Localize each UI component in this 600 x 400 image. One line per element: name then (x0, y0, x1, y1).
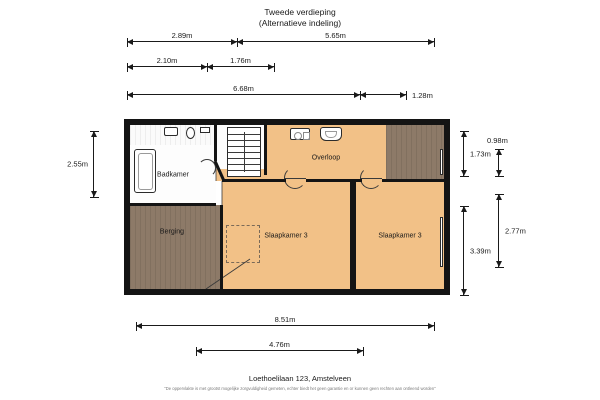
room-label-slaapkamer-right: Slaapkamer 3 (378, 232, 422, 240)
dim-5.65m (237, 31, 434, 42)
wall-badkamer-bottom (130, 203, 216, 206)
room-label-berging: Berging (159, 228, 185, 236)
dim-3.39m (463, 206, 491, 295)
wall-berging-right (220, 205, 223, 289)
dim-1.76m (207, 56, 274, 67)
dim-1.28m (360, 91, 433, 100)
bathtub-icon (134, 149, 156, 193)
room-label-slaapkamer-left: Slaapkamer 3 (264, 232, 308, 240)
wall-exterior-right (444, 119, 450, 295)
dim-label: 5.65m (325, 31, 346, 40)
dim-2.55m (67, 131, 94, 197)
wall-interior-4 (382, 179, 444, 182)
dim-4.76m (196, 340, 363, 351)
dim-label: 0.98m (487, 136, 508, 145)
dim-label: 3.39m (470, 246, 491, 255)
dim-label: 6.68m (233, 84, 254, 93)
staircase (227, 127, 261, 177)
shower-icon (320, 127, 342, 141)
wall-badkamer-right (214, 125, 217, 161)
dim-label: 2.89m (171, 31, 193, 40)
room-label-badkamer: Badkamer (157, 171, 189, 179)
title-secondary: (Alternatieve indeling) (258, 18, 342, 28)
wall-interior-2 (222, 179, 286, 182)
window-right-lower (440, 217, 443, 267)
wall-interior-1 (264, 125, 267, 175)
room-label-overloop: Overloop (311, 154, 341, 162)
floorplan-drawing (124, 119, 450, 295)
cabinet-icon (200, 127, 210, 133)
footer-disclaimer: "De oppervlakte is met grootst mogelijke zorgvuldigheid gemeten, echter biedt het geen garantie en or kunnen geen rechten aan ontleend worden" (164, 386, 436, 391)
page-title (0, 7, 600, 29)
dim-label: 2.77m (505, 226, 526, 235)
dim-8.51m (136, 315, 434, 326)
void-dashed-box (226, 225, 260, 263)
dim-2.77m (498, 194, 526, 267)
dim-2.89m (127, 31, 237, 42)
footer-address: Loethoelilaan 123, Amstelveen (248, 374, 352, 383)
dim-label: 1.73m (470, 149, 491, 158)
toilet-icon (186, 127, 195, 139)
wall-exterior-left (124, 119, 130, 295)
dim-6.68m (127, 84, 360, 95)
dim-label: 4.76m (269, 340, 290, 349)
window-right-upper (440, 149, 443, 175)
wall-exterior-bottom (124, 289, 450, 295)
sink-icon (164, 127, 178, 136)
dim-0.98m (487, 136, 508, 176)
title-primary: Tweede verdieping (264, 7, 336, 17)
dim-label: 2.10m (156, 56, 178, 65)
wall-between-bedrooms (350, 179, 356, 289)
wall-exterior-top (124, 119, 450, 125)
room-fill-brown-right-top (386, 125, 444, 181)
washbasin-icon (290, 128, 310, 140)
door-arc-badkamer (198, 159, 216, 177)
dim-label: 1.76m (230, 56, 251, 65)
dim-2.10m (127, 56, 207, 67)
dim-1.73m (463, 131, 491, 176)
door-leaf (284, 178, 306, 179)
dim-label: 8.51m (274, 315, 296, 324)
dim-label: 2.55m (67, 159, 88, 169)
room-fill-berging (130, 205, 222, 289)
dim-label: 1.28m (412, 91, 433, 100)
door-leaf (360, 178, 382, 179)
footer (0, 373, 600, 392)
